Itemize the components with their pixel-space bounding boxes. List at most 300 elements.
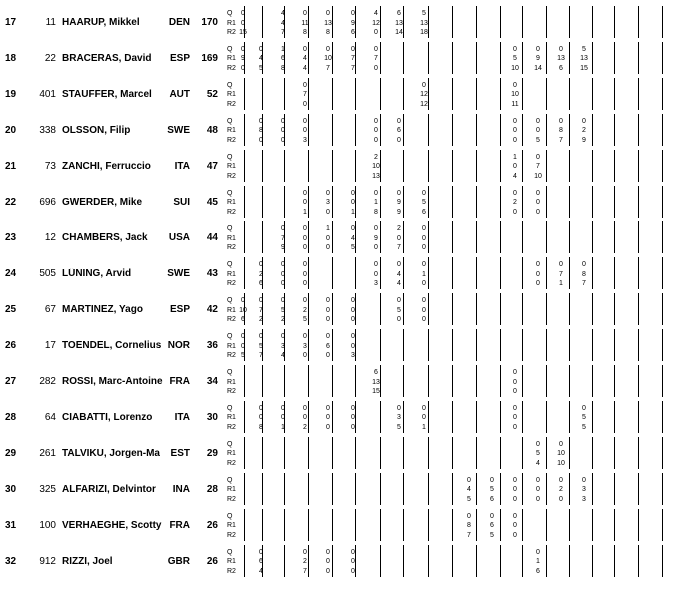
total-points: 43 (206, 268, 218, 280)
column-separator (662, 293, 663, 325)
event-cell (367, 153, 385, 182)
cell-value: 0 (374, 127, 378, 135)
column-separator (332, 150, 333, 182)
cell-value: 4 (397, 280, 401, 288)
column-separator (262, 6, 263, 38)
round-labels (227, 512, 239, 541)
cell-value: 0 (351, 306, 355, 314)
bib-number: 261 (39, 447, 56, 459)
column-separator (614, 329, 615, 361)
cell-value: 3 (303, 136, 307, 144)
cell-value: 0 (351, 45, 355, 53)
cell-value: 4 (281, 352, 285, 360)
cell-value: 2 (259, 270, 263, 278)
cell-value: 5 (397, 306, 401, 314)
nation: SUI (173, 196, 190, 208)
cell-value: 0 (559, 45, 563, 53)
nation: DEN (168, 17, 190, 28)
round-labels (227, 189, 239, 218)
cell-value: 0 (513, 423, 517, 431)
cell-value: 8 (281, 64, 285, 72)
column-separator (614, 545, 615, 577)
cell-value: 0 (281, 261, 285, 269)
column-separator (332, 257, 333, 289)
cell-value: 0 (351, 10, 355, 17)
table-row (0, 219, 689, 255)
nation: INA (172, 483, 190, 495)
column-separator (592, 186, 593, 218)
column-separator (569, 545, 570, 577)
nation: ESP (169, 52, 190, 64)
cell-value: 5 (281, 306, 285, 314)
column-separator (403, 365, 404, 397)
rider-name: ROSSI, Marc-Antoine (62, 376, 163, 387)
cell-value: 0 (513, 388, 517, 395)
column-separator (614, 150, 615, 182)
total-points: 47 (206, 160, 218, 172)
bib-number: 100 (39, 519, 56, 531)
cell-value: 0 (241, 333, 245, 341)
total-points: 34 (206, 376, 218, 387)
round-label: R1 (227, 270, 236, 278)
round-label: Q (227, 117, 233, 125)
event-cell (575, 260, 593, 289)
table-row (0, 291, 689, 327)
cell-value: 6 (326, 342, 330, 350)
column-separator (546, 365, 547, 397)
column-separator (638, 114, 639, 146)
bib-number: 67 (44, 304, 56, 316)
event-cell (296, 189, 314, 218)
column-separator (428, 150, 429, 182)
event-cell (506, 368, 524, 397)
cell-value: 0 (303, 404, 307, 412)
cell-value: 0 (281, 270, 285, 278)
cell-value: 11 (301, 19, 309, 27)
column-separator (569, 365, 570, 397)
event-cell (296, 260, 314, 289)
nation: EST (170, 447, 190, 459)
cell-value: 0 (422, 414, 426, 422)
cell-value: 2 (303, 423, 307, 431)
cell-value: 12 (420, 91, 428, 99)
column-separator (638, 186, 639, 218)
cell-value: 0 (326, 567, 330, 575)
cell-value: 0 (326, 244, 330, 252)
column-separator (380, 473, 381, 505)
rider-name: GWERDER, Mike (62, 196, 143, 208)
bib-number: 64 (44, 411, 56, 423)
event-cell (390, 224, 408, 253)
round-label: R1 (227, 234, 236, 242)
round-label: R1 (227, 342, 236, 350)
round-label: R1 (227, 19, 236, 27)
column-separator (592, 545, 593, 577)
column-separator (284, 509, 285, 541)
cell-value: 7 (351, 64, 355, 72)
round-label: Q (227, 225, 233, 233)
cell-value: 0 (303, 199, 307, 206)
cell-value: 6 (374, 369, 378, 376)
column-separator (500, 6, 501, 38)
table-row (0, 435, 689, 471)
cell-value: 0 (513, 117, 517, 125)
bib-number: 12 (44, 232, 56, 244)
cell-value: 6 (397, 10, 401, 17)
column-separator (262, 150, 263, 182)
column-separator (476, 150, 477, 182)
cell-value: 9 (374, 234, 378, 242)
round-label: Q (227, 440, 233, 448)
column-separator (569, 509, 570, 541)
column-separator (569, 401, 570, 433)
cell-value: 11 (511, 100, 519, 108)
column-separator (452, 365, 453, 397)
column-separator (638, 545, 639, 577)
cell-value: 0 (351, 404, 355, 412)
event-cell (296, 224, 314, 253)
cell-value: 0 (582, 117, 586, 125)
column-separator (592, 365, 593, 397)
event-cell (252, 404, 270, 433)
event-cell (575, 476, 593, 505)
column-separator (428, 329, 429, 361)
cell-value: 8 (559, 127, 563, 135)
cell-value: 0 (351, 297, 355, 305)
event-cell (344, 296, 362, 325)
column-separator (284, 437, 285, 469)
column-separator (428, 473, 429, 505)
position: 30 (5, 483, 17, 495)
nation: ESP (169, 304, 190, 316)
event-cell (274, 45, 292, 74)
cell-value: 0 (303, 117, 307, 125)
event-cell (274, 224, 292, 253)
table-row (0, 40, 689, 76)
column-separator (614, 257, 615, 289)
event-cell (252, 117, 270, 146)
column-separator (476, 545, 477, 577)
column-separator (522, 293, 523, 325)
position: 27 (5, 376, 17, 387)
event-cell (274, 117, 292, 146)
event-cell (415, 224, 433, 253)
cell-value: 7 (259, 306, 263, 314)
round-labels (227, 153, 239, 182)
cell-value: 0 (397, 189, 401, 197)
cell-value: 7 (259, 352, 263, 360)
cell-value: 5 (513, 55, 517, 63)
event-cell (274, 260, 292, 289)
column-separator (614, 78, 615, 110)
cell-value: 6 (536, 567, 540, 575)
cell-value: 0 (559, 476, 563, 484)
cell-value: 1 (422, 270, 426, 278)
column-separator (476, 401, 477, 433)
bib-number: 696 (39, 196, 56, 208)
column-separator (614, 473, 615, 505)
cell-value: 8 (374, 208, 378, 216)
cell-value: 0 (259, 117, 263, 125)
column-separator (380, 78, 381, 110)
column-separator (284, 365, 285, 397)
column-separator (476, 42, 477, 74)
column-separator (662, 186, 663, 218)
cell-value: 0 (536, 280, 540, 288)
cell-value: 3 (326, 199, 330, 206)
cell-value: 2 (582, 127, 586, 135)
cell-value: 6 (490, 522, 494, 530)
rider-name: CHAMBERS, Jack (62, 232, 148, 244)
column-separator (428, 437, 429, 469)
cell-value: 0 (259, 136, 263, 144)
round-labels (227, 368, 239, 397)
cell-value: 7 (351, 55, 355, 63)
event-cell (296, 296, 314, 325)
cell-value: 8 (326, 29, 330, 36)
cell-value: 8 (303, 29, 307, 36)
cell-value: 0 (559, 117, 563, 125)
event-cell (296, 81, 314, 110)
column-separator (662, 78, 663, 110)
round-label: Q (227, 153, 233, 161)
column-separator (614, 186, 615, 218)
cell-value: 0 (536, 476, 540, 484)
position: 18 (5, 52, 17, 64)
cell-value: 5 (241, 352, 245, 360)
cell-value: 0 (326, 558, 330, 565)
round-label: R1 (227, 306, 236, 314)
nation: SWE (167, 268, 190, 280)
column-separator (332, 437, 333, 469)
event-cell (552, 476, 570, 505)
column-separator (332, 78, 333, 110)
column-separator (500, 150, 501, 182)
column-separator (452, 545, 453, 577)
cell-value: 7 (467, 531, 471, 539)
table-row (0, 507, 689, 543)
cell-value: 5 (259, 342, 263, 350)
round-label: Q (227, 404, 233, 412)
column-separator (428, 509, 429, 541)
event-cell (319, 45, 337, 74)
column-separator (614, 6, 615, 38)
event-cell (344, 224, 362, 253)
column-separator (428, 365, 429, 397)
position: 28 (5, 411, 17, 423)
nation: SWE (167, 124, 190, 136)
event-cell (552, 440, 570, 469)
cell-value: 13 (372, 378, 380, 386)
cell-value: 8 (582, 270, 586, 278)
cell-value: 0 (397, 117, 401, 125)
column-separator (638, 401, 639, 433)
cell-value: 0 (241, 64, 245, 72)
cell-value: 5 (422, 10, 426, 17)
nation: USA (168, 232, 190, 244)
cell-value: 10 (511, 91, 519, 99)
cell-value: 6 (281, 55, 285, 63)
column-separator (332, 365, 333, 397)
cell-value: 0 (422, 234, 426, 242)
column-separator (614, 42, 615, 74)
cell-value: 2 (397, 225, 401, 233)
column-separator (476, 6, 477, 38)
column-separator (355, 473, 356, 505)
event-cell (234, 9, 252, 38)
cell-value: 0 (374, 244, 378, 252)
cell-value: 0 (374, 225, 378, 233)
event-cell (460, 512, 478, 541)
event-cell (344, 332, 362, 361)
column-separator (428, 545, 429, 577)
cell-value: 0 (397, 316, 401, 324)
column-separator (614, 221, 615, 253)
cell-value: 7 (281, 234, 285, 242)
event-cell (529, 548, 547, 577)
column-separator (452, 186, 453, 218)
column-separator (638, 365, 639, 397)
rider-name: ZANCHI, Ferruccio (62, 160, 151, 172)
event-cell (529, 189, 547, 218)
cell-value: 6 (490, 495, 494, 503)
column-separator (638, 257, 639, 289)
event-cell (390, 296, 408, 325)
total-points: 170 (201, 17, 218, 28)
cell-value: 0 (513, 208, 517, 216)
column-separator (662, 6, 663, 38)
event-cell (483, 476, 501, 505)
round-label: R2 (227, 495, 236, 503)
event-cell (529, 45, 547, 74)
nation: NOR (167, 340, 190, 352)
cell-value: 0 (397, 261, 401, 269)
cell-value: 0 (351, 199, 355, 206)
round-labels (227, 440, 239, 469)
column-separator (284, 78, 285, 110)
column-separator (403, 545, 404, 577)
rider-name: CIABATTI, Lorenzo (62, 411, 153, 423)
event-cell (252, 260, 270, 289)
event-cell (390, 117, 408, 146)
column-separator (284, 150, 285, 182)
cell-value: 0 (326, 404, 330, 412)
cell-value: 7 (303, 567, 307, 575)
column-separator (522, 257, 523, 289)
cell-value: 10 (239, 306, 247, 314)
column-separator (500, 186, 501, 218)
bib-number: 73 (44, 160, 56, 172)
event-cell (319, 9, 337, 38)
cell-value: 6 (351, 29, 355, 36)
cell-value: 15 (580, 64, 588, 72)
cell-value: 0 (374, 45, 378, 53)
table-row (0, 148, 689, 184)
column-separator (308, 150, 309, 182)
cell-value: 0 (281, 127, 285, 135)
column-separator (452, 329, 453, 361)
cell-value: 0 (326, 333, 330, 341)
column-separator (614, 401, 615, 433)
event-cell (390, 260, 408, 289)
cell-value: 0 (513, 522, 517, 530)
column-separator (452, 114, 453, 146)
column-separator (244, 401, 245, 433)
cell-value: 0 (303, 244, 307, 252)
event-cell (234, 332, 252, 361)
column-separator (546, 329, 547, 361)
rider-name: TOENDEL, Cornelius (62, 340, 162, 352)
cell-value: 0 (536, 486, 540, 494)
cell-value: 4 (281, 19, 285, 27)
cell-value: 0 (351, 414, 355, 422)
cell-value: 0 (259, 333, 263, 341)
cell-value: 0 (422, 189, 426, 197)
column-separator (403, 329, 404, 361)
column-separator (355, 365, 356, 397)
event-cell (319, 224, 337, 253)
cell-value: 0 (513, 81, 517, 89)
column-separator (244, 257, 245, 289)
cell-value: 10 (324, 55, 332, 63)
column-separator (522, 329, 523, 361)
column-separator (614, 114, 615, 146)
table-row (0, 399, 689, 435)
event-cell (252, 296, 270, 325)
cell-value: 18 (420, 29, 428, 36)
column-separator (500, 401, 501, 433)
cell-value: 4 (351, 234, 355, 242)
cell-value: 0 (374, 117, 378, 125)
cell-value: 0 (259, 548, 263, 556)
cell-value: 0 (281, 280, 285, 288)
round-label: Q (227, 297, 233, 305)
cell-value: 3 (582, 495, 586, 503)
cell-value: 9 (582, 136, 586, 144)
cell-value: 0 (241, 10, 245, 17)
event-cell (415, 260, 433, 289)
position: 31 (5, 519, 17, 531)
cell-value: 0 (259, 261, 263, 269)
column-separator (262, 186, 263, 218)
cell-value: 0 (582, 261, 586, 269)
cell-value: 3 (397, 414, 401, 422)
event-cell (506, 404, 524, 433)
cell-value: 5 (467, 495, 471, 503)
column-separator (332, 473, 333, 505)
position: 29 (5, 447, 17, 459)
event-cell (552, 260, 570, 289)
cell-value: 4 (303, 55, 307, 63)
column-separator (262, 365, 263, 397)
event-cell (415, 296, 433, 325)
cell-value: 5 (259, 64, 263, 72)
cell-value: 0 (490, 476, 494, 484)
cell-value: 0 (326, 208, 330, 216)
column-separator (452, 221, 453, 253)
cell-value: 1 (374, 199, 378, 206)
column-separator (476, 293, 477, 325)
cell-value: 1 (326, 225, 330, 233)
column-separator (662, 257, 663, 289)
column-separator (452, 257, 453, 289)
round-label: R1 (227, 486, 236, 494)
column-separator (452, 6, 453, 38)
column-separator (500, 329, 501, 361)
cell-value: 0 (513, 414, 517, 422)
event-cell (415, 189, 433, 218)
cell-value: 0 (513, 512, 517, 520)
